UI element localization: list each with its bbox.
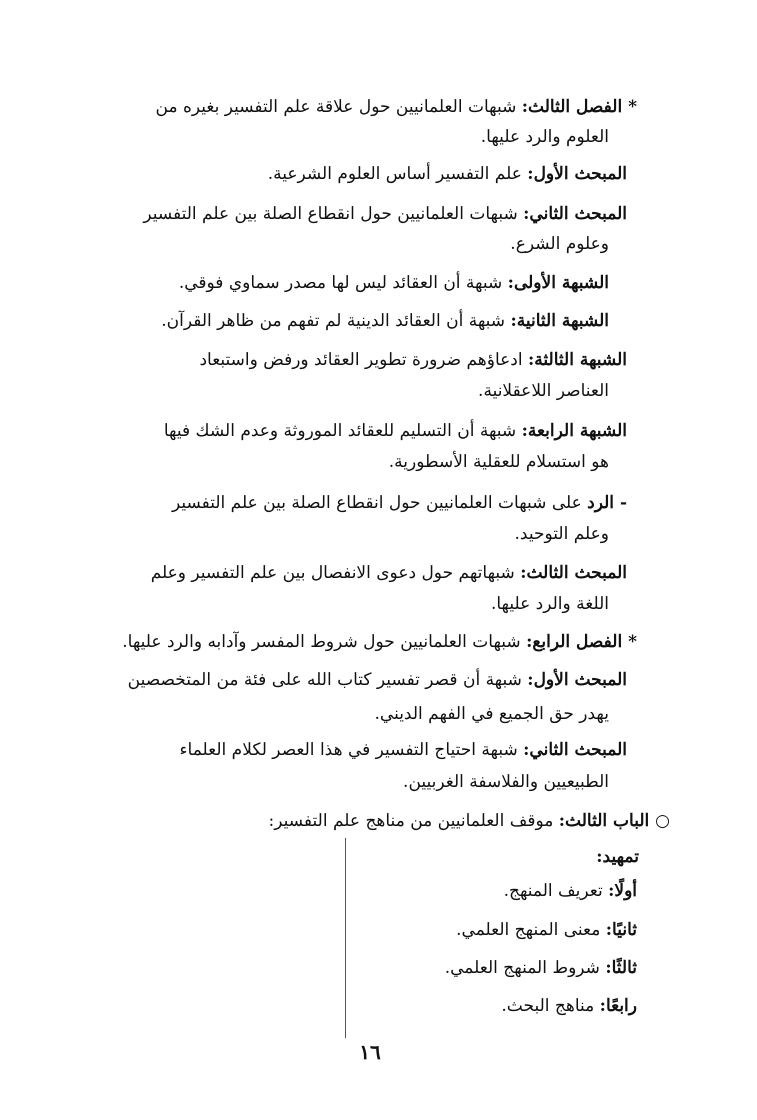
toc-text: هو استسلام للعقلية الأسطورية. [388,452,609,472]
toc-line [128,669,627,693]
toc-heading: المبحث الأول: [527,670,627,690]
toc-heading: رابعًا: [599,996,637,1016]
toc-line [445,957,637,981]
toc-text: وعلم التوحيد. [514,524,609,544]
page-number: ١٦ [359,1040,381,1064]
toc-line [403,771,609,795]
toc-heading: * الفصل الثالث: [521,97,637,117]
toc-text: ادعاؤهم ضرورة تطوير العقائد ورفض واستبعاد [199,350,529,370]
toc-heading: - الرد [587,493,627,513]
toc-text: الطبيعيين والفلاسفة الغربيين. [403,772,609,792]
toc-text: شروط المنهج العلمي. [444,958,606,978]
toc-line [269,810,670,834]
toc-text: شبهاتهم حول دعوى الانفصال بين علم التفسير وعلم [150,563,521,583]
toc-heading: تمهيد: [596,847,639,867]
toc-line [164,420,627,444]
toc-line [143,203,627,227]
toc-heading: المبحث الثاني: [523,204,627,224]
toc-text: مناهج البحث. [501,996,600,1016]
toc-text: وعلوم الشرع. [510,234,609,254]
toc-text: شبهة أن التسليم للعقائد الموروثة وعدم الشك فيها [163,421,522,441]
toc-line [481,126,609,150]
toc-text: شبهة أن قصر تفسير كتاب الله على فئة من المتخصصين [127,670,528,690]
toc-line [510,233,609,257]
toc-text: موقف العلمانيين من مناهج علم التفسير: [268,811,559,831]
toc-line [501,995,637,1019]
toc-text: العلوم والرد عليها. [480,127,609,147]
toc-line [515,523,609,547]
toc-text: اللغة والرد عليها. [490,594,609,614]
toc-line [389,451,609,475]
toc-heading: أولًا: [608,881,637,901]
vertical-rule [345,838,346,1038]
toc-text: علم التفسير أساس العلوم الشرعية. [267,164,528,184]
toc-line [179,272,609,296]
toc-line [151,562,627,586]
toc-text: شبهات العلمانيين حول انقطاع الصلة بين علم التفسير [143,204,524,224]
toc-heading: الشبهة الأولى: [507,273,609,293]
toc-text: يهدر حق الجميع في الفهم الديني. [374,704,609,724]
toc-heading: المبحث الأول: [527,164,627,184]
toc-text: شبهة أن العقائد ليس لها مصدر سماوي فوقي. [178,273,508,293]
toc-line [172,492,627,516]
toc-heading: الشبهة الثالثة: [528,350,627,370]
toc-text: شبهة احتياج التفسير في هذا العصر لكلام العلماء [179,740,524,760]
toc-heading: الشبهة الثانية: [510,311,609,331]
toc-heading: المبحث الثاني: [523,740,627,760]
toc-heading: المبحث الثالث: [520,563,627,583]
toc-line [375,703,610,727]
toc-text: على شبهات العلمانيين حول انقطاع الصلة بين علم التفسير [171,493,588,513]
toc-text: العناصر اللاعقلانية. [478,381,609,401]
toc-heading: ثانيًا: [605,920,637,940]
toc-text: شبهة أن العقائد الدينية لم تفهم من ظاهر القرآن. [161,311,511,331]
toc-line [156,96,637,120]
toc-heading: الشبهة الرابعة: [521,421,627,441]
toc-heading: * الفصل الرابع: [526,632,637,652]
toc-line [122,631,637,655]
toc-text: معنى المنهج العلمي. [456,920,606,940]
toc-line [456,919,637,943]
toc-line [268,163,627,187]
toc-line [478,380,609,404]
toc-line [199,349,627,373]
toc-line [491,593,609,617]
toc-line [161,310,609,334]
toc-text: شبهات العلمانيين حول شروط المفسر وآدابه والرد عليها. [122,632,527,652]
toc-heading: ○ الباب الثالث: [558,811,670,831]
toc-text: تعريف المنهج. [503,881,609,901]
toc-text: شبهات العلمانيين حول علاقة علم التفسير بغيره من [155,97,522,117]
toc-heading: ثالثًا: [605,958,637,978]
toc-line [596,846,639,870]
toc-line [504,880,637,904]
toc-line [180,739,627,763]
